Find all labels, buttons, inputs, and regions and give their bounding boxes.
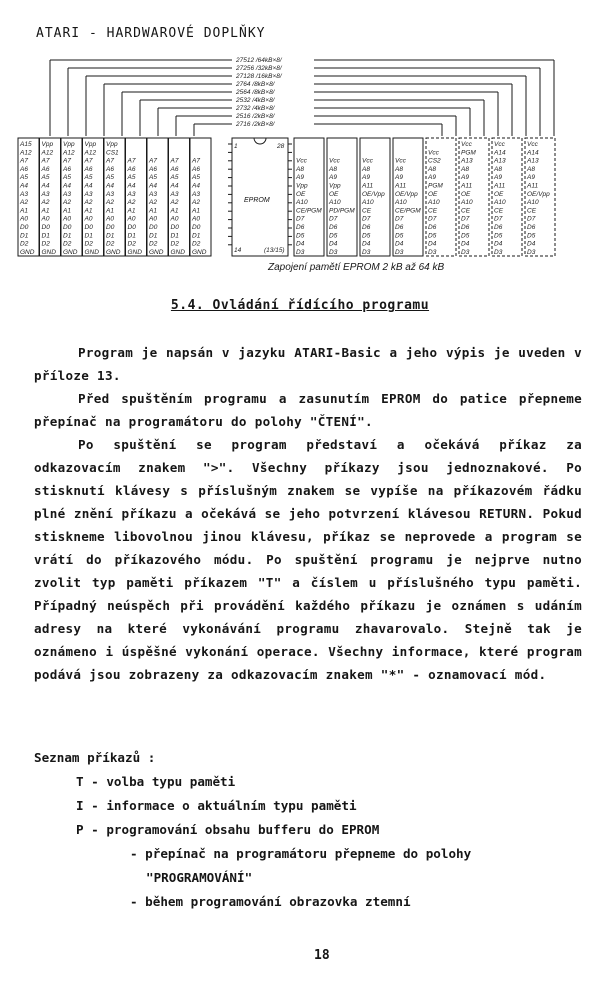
pin-label: A10 bbox=[395, 199, 407, 207]
pin-label: A6 bbox=[20, 165, 28, 173]
pin-label: A2 bbox=[192, 199, 200, 207]
paragraph-1: Program je napsán v jazyku ATARI-Basic a jeho výpis je uveden v příloze 13. bbox=[34, 345, 582, 383]
pin-label: A2 bbox=[149, 199, 157, 207]
pin-label: D4 bbox=[329, 240, 338, 248]
pin-label: A10 bbox=[527, 199, 539, 207]
pin-label: D2 bbox=[149, 240, 158, 248]
command-item-p: P - programování obsahu bufferu do EPROM bbox=[76, 822, 380, 837]
pin-label: A0 bbox=[84, 215, 93, 223]
eprom-type-label: 2516 /2kB×8/ bbox=[236, 113, 275, 120]
pin-label: A6 bbox=[41, 165, 50, 173]
pin-label: D5 bbox=[527, 232, 536, 240]
pin-label: A11 bbox=[362, 182, 374, 190]
pin-label: A1 bbox=[149, 207, 157, 215]
pin-label: D1 bbox=[170, 232, 179, 240]
command-subitem-switch: - přepínač na programátoru přepneme do polohy bbox=[130, 846, 472, 861]
pin-label: Vcc bbox=[494, 141, 505, 148]
command-item-t: T - volba typu paměti bbox=[76, 774, 236, 789]
pin-label: A5 bbox=[106, 174, 114, 182]
pin-label: A2 bbox=[106, 199, 114, 207]
page-number: 18 bbox=[314, 948, 330, 963]
pin-label: D0 bbox=[192, 224, 201, 231]
pin-label: A8 bbox=[329, 165, 337, 173]
pin-label: GND bbox=[192, 248, 207, 256]
pin-label: A3 bbox=[192, 190, 200, 198]
pin-label: OE bbox=[494, 190, 504, 198]
pin-14-label: 14 bbox=[234, 247, 242, 254]
pin-13-label: (13/15) bbox=[264, 247, 285, 254]
pin-label: A0 bbox=[106, 215, 114, 223]
pin-label: A5 bbox=[192, 174, 200, 182]
pin-label: A6 bbox=[84, 165, 93, 173]
pin-label: CS1 bbox=[106, 149, 119, 157]
pin-label: GND bbox=[170, 248, 185, 256]
pin-label: GND bbox=[20, 248, 35, 256]
pin-label: D2 bbox=[20, 240, 29, 248]
pin-label: A0 bbox=[20, 215, 28, 223]
pin-label: A10 bbox=[494, 199, 506, 207]
pin-label: A2 bbox=[20, 199, 28, 207]
pin-label: D6 bbox=[296, 224, 305, 231]
pin-label: A5 bbox=[170, 174, 179, 182]
pin-label: A6 bbox=[192, 165, 200, 173]
pin-label: A0 bbox=[41, 215, 50, 223]
pin-label: Vcc bbox=[428, 149, 439, 157]
pin-label: A1 bbox=[20, 207, 28, 215]
pin-label: Vcc bbox=[461, 141, 472, 148]
pin-label: OE/Vpp bbox=[395, 190, 418, 198]
pin-label: A11 bbox=[395, 182, 407, 190]
pin-label: A0 bbox=[149, 215, 157, 223]
pin-label: A13 bbox=[494, 157, 506, 165]
pin-label: D1 bbox=[20, 232, 29, 240]
pin-label: A10 bbox=[428, 199, 440, 207]
pin-label: A4 bbox=[41, 182, 50, 190]
pin-label: A1 bbox=[84, 207, 93, 215]
eprom-type-label: 27256 /32kB×8/ bbox=[236, 65, 282, 72]
pin-label: D3 bbox=[329, 248, 338, 256]
pin-label: A3 bbox=[63, 190, 71, 198]
pin-label: Vcc bbox=[329, 157, 340, 165]
pin-label: D5 bbox=[428, 232, 437, 240]
pin-label: A1 bbox=[170, 207, 179, 215]
pin-label: D6 bbox=[494, 224, 503, 231]
pin-label: A5 bbox=[41, 174, 50, 182]
running-header: ATARI - HARDWAROVÉ DOPLŇKY bbox=[36, 26, 266, 41]
pin-label: D1 bbox=[127, 232, 136, 240]
pin-label: D3 bbox=[362, 248, 371, 256]
pin-label: D3 bbox=[395, 248, 404, 256]
pin-label: A7 bbox=[20, 157, 28, 165]
pin-label: A8 bbox=[527, 165, 535, 173]
pin-label: A8 bbox=[296, 165, 304, 173]
pin-28-label: 28 bbox=[277, 143, 285, 150]
pin-label: D5 bbox=[461, 232, 470, 240]
pin-label: A7 bbox=[63, 157, 71, 165]
pin-label: D5 bbox=[329, 232, 338, 240]
pin-label: GND bbox=[84, 248, 99, 256]
pin-label: A4 bbox=[84, 182, 93, 190]
pin-label: A12 bbox=[63, 149, 75, 157]
pin-label: A4 bbox=[106, 182, 114, 190]
pin-label: A9 bbox=[428, 174, 436, 182]
pin-label: A0 bbox=[170, 215, 179, 223]
pin-label: D6 bbox=[395, 224, 404, 231]
pin-label: A4 bbox=[63, 182, 71, 190]
pin-label: D7 bbox=[527, 215, 536, 223]
pin-label: CS2 bbox=[428, 157, 441, 165]
pin-label: D7 bbox=[362, 215, 371, 223]
command-item-i: I - informace o aktuálním typu paměti bbox=[76, 798, 357, 813]
pin-label: A9 bbox=[527, 174, 535, 182]
pin-label: A1 bbox=[106, 207, 114, 215]
pin-label: Vpp bbox=[63, 141, 75, 148]
pin-label: OE bbox=[296, 190, 306, 198]
pin-label: D5 bbox=[296, 232, 305, 240]
pin-label: A6 bbox=[63, 165, 71, 173]
pin-label: D4 bbox=[362, 240, 371, 248]
eprom-type-label: 27128 /16kB×8/ bbox=[236, 73, 282, 80]
pin-label: A6 bbox=[106, 165, 114, 173]
pin-label: A10 bbox=[362, 199, 374, 207]
pin-label: GND bbox=[149, 248, 164, 256]
pin-label: A4 bbox=[192, 182, 200, 190]
pin-label: CE bbox=[362, 207, 372, 215]
pin-label: A4 bbox=[149, 182, 157, 190]
pin-label: D0 bbox=[149, 224, 158, 231]
pin-label: A9 bbox=[362, 174, 370, 182]
pin-label: A14 bbox=[527, 149, 539, 157]
pin-label: D2 bbox=[106, 240, 115, 248]
pin-label: D0 bbox=[63, 224, 72, 231]
pin-label: D1 bbox=[63, 232, 72, 240]
pin-label: GND bbox=[63, 248, 78, 256]
eprom-type-label: 2732 /4kB×8/ bbox=[236, 105, 275, 112]
pin-label: GND bbox=[106, 248, 121, 256]
pin-label: A11 bbox=[494, 182, 506, 190]
pin-label: A2 bbox=[127, 199, 136, 207]
pin-label: A9 bbox=[461, 174, 469, 182]
pin-label: CE/PGM bbox=[395, 207, 421, 215]
pin-label: A2 bbox=[63, 199, 71, 207]
eprom-type-label: 2564 /8kB×8/ bbox=[236, 89, 275, 96]
pin-label: CE bbox=[428, 207, 438, 215]
pin-label: Vpp bbox=[329, 182, 341, 190]
pin-label: D3 bbox=[461, 248, 470, 256]
pin-label: GND bbox=[127, 248, 142, 256]
pin-label: A3 bbox=[84, 190, 93, 198]
pin-label: A7 bbox=[84, 157, 93, 165]
pin-label: A9 bbox=[329, 174, 337, 182]
pin-label: D6 bbox=[461, 224, 470, 231]
pin-label: D3 bbox=[494, 248, 503, 256]
pin-label: D0 bbox=[127, 224, 136, 231]
pin-label: CE bbox=[494, 207, 504, 215]
pin-label: A5 bbox=[63, 174, 71, 182]
pin-label: A1 bbox=[41, 207, 50, 215]
pin-label: A0 bbox=[63, 215, 71, 223]
eprom-type-label: 2532 /4kB×8/ bbox=[236, 97, 275, 104]
pin-label: A4 bbox=[127, 182, 136, 190]
pin-label: D5 bbox=[362, 232, 371, 240]
eprom-type-label: 27512 /64kB×8/ bbox=[236, 57, 282, 64]
pin-label: D2 bbox=[192, 240, 201, 248]
pin-label: Vpp bbox=[106, 141, 118, 148]
pin-label: A15 bbox=[20, 141, 32, 148]
pin-label: PGM bbox=[461, 149, 476, 157]
pin-label: D7 bbox=[461, 215, 470, 223]
pin-label: D6 bbox=[329, 224, 338, 231]
pin-label: Vcc bbox=[527, 141, 538, 148]
pin-label: CE/PGM bbox=[296, 207, 322, 215]
pin-label: A3 bbox=[127, 190, 136, 198]
pin-label: D7 bbox=[428, 215, 437, 223]
pin-label: A12 bbox=[84, 149, 97, 157]
pin-label: D3 bbox=[428, 248, 437, 256]
pin-label: A7 bbox=[127, 157, 136, 165]
pin-label: A9 bbox=[494, 174, 502, 182]
pin-label: A13 bbox=[527, 157, 539, 165]
pin-label: A10 bbox=[296, 199, 308, 207]
pin-label: D3 bbox=[527, 248, 536, 256]
pin-label: D2 bbox=[127, 240, 136, 248]
pin-label: D6 bbox=[428, 224, 437, 231]
pin-label: D4 bbox=[395, 240, 404, 248]
pin-label: D4 bbox=[428, 240, 437, 248]
pin-label: A8 bbox=[461, 165, 469, 173]
pin-label: A3 bbox=[106, 190, 114, 198]
pin-1-label: 1 bbox=[234, 143, 238, 150]
pin-label: A7 bbox=[41, 157, 50, 165]
pin-label: D5 bbox=[494, 232, 503, 240]
pin-label: D2 bbox=[41, 240, 50, 248]
pin-label: A7 bbox=[170, 157, 179, 165]
pin-label: D3 bbox=[296, 248, 305, 256]
pin-label: A6 bbox=[127, 165, 136, 173]
pin-label: A3 bbox=[170, 190, 179, 198]
paragraph-2: Před spuštěním programu a zasunutím EPROM do patice přepneme přepínač na programátoru do polohy "ČTENÍ". bbox=[34, 391, 582, 429]
pin-label: D1 bbox=[84, 232, 93, 240]
pin-label: A9 bbox=[395, 174, 403, 182]
pin-label: A2 bbox=[84, 199, 93, 207]
pin-label: D2 bbox=[84, 240, 93, 248]
pin-label: A14 bbox=[494, 149, 506, 157]
pin-label: D7 bbox=[329, 215, 338, 223]
pin-label: A5 bbox=[84, 174, 93, 182]
pin-label: A8 bbox=[395, 165, 403, 173]
pin-label: OE/Vpp bbox=[362, 190, 385, 198]
pin-label: A10 bbox=[329, 199, 341, 207]
pin-label: OE/Vpp bbox=[527, 190, 550, 198]
pin-label: D0 bbox=[41, 224, 50, 231]
pin-label: PGM bbox=[428, 182, 443, 190]
pin-label: D6 bbox=[527, 224, 536, 231]
pin-label: D4 bbox=[527, 240, 536, 248]
pin-label: Vpp bbox=[296, 182, 308, 190]
eprom-type-label: 2716 /2kB×8/ bbox=[236, 121, 275, 128]
pin-label: D4 bbox=[461, 240, 470, 248]
pin-label: D0 bbox=[84, 224, 93, 231]
pin-label: A3 bbox=[20, 190, 28, 198]
pin-label: D7 bbox=[395, 215, 404, 223]
pin-label: A0 bbox=[192, 215, 200, 223]
pin-label: OE bbox=[329, 190, 339, 198]
pin-label: A3 bbox=[41, 190, 50, 198]
pin-label: GND bbox=[41, 248, 56, 256]
pin-label: A12 bbox=[20, 149, 32, 157]
pin-label: D7 bbox=[494, 215, 503, 223]
pin-label: A11 bbox=[461, 182, 473, 190]
pin-label: A7 bbox=[192, 157, 200, 165]
pin-label: D5 bbox=[395, 232, 404, 240]
chip-notch bbox=[254, 138, 266, 144]
pin-label: A1 bbox=[192, 207, 200, 215]
pin-label: D0 bbox=[20, 224, 29, 231]
pin-label: D1 bbox=[192, 232, 201, 240]
paragraph-3: Po spuštění se program představí a očekává příkaz za odkazovacím znakem ">". Všechny příkazy jsou jednoznakové. Po stisknutí klávesy s příslušným znakem se vypíše na příkazovém řádku plné znění příkazu a očekává se jeho potvrzení klávesou RETURN. Pokud stiskneme libovolnou jinou klávesu, příkaz se neprovede a program se vrátí do příkazového módu. Po spuštění programu je nejprve nutno zvolit typ paměti příkazem "T" a číslem u příslušného typu paměti. Případný neúspěch při provádění každého příkazu je oznámen s udáním adresy na které vykonávání programu zhavarovalo. Stejně tak je oznámeno i úspěšné vykonání operace. Všechny informace, které program podává jsou zobrazeny za odkazovacím znakem "*" - oznamovací mód. bbox=[34, 437, 582, 682]
pin-label: Vcc bbox=[362, 157, 373, 165]
pin-label: A6 bbox=[170, 165, 179, 173]
section-heading: 5.4. Ovládání řídícího programu bbox=[170, 298, 430, 313]
command-subitem-screen: - během programování obrazovka ztemní bbox=[130, 894, 411, 909]
eprom-type-label: 2764 /8kB×8/ bbox=[236, 81, 275, 88]
pin-label: D1 bbox=[41, 232, 50, 240]
pin-label: CE bbox=[461, 207, 471, 215]
eprom-chip-label: EPROM bbox=[244, 197, 270, 204]
figure-caption: Zapojení pamětí EPROM 2 kB až 64 kB bbox=[268, 262, 445, 273]
command-list-title: Seznam příkazů : bbox=[34, 750, 156, 765]
eprom-pinout-svg bbox=[14, 50, 586, 270]
pin-label: A0 bbox=[127, 215, 136, 223]
pin-label: A4 bbox=[170, 182, 179, 190]
pin-label: D6 bbox=[362, 224, 371, 231]
pin-label: OE bbox=[461, 190, 471, 198]
command-subitem-mode: "PROGRAMOVÁNÍ" bbox=[146, 870, 253, 885]
pin-label: D1 bbox=[149, 232, 158, 240]
pin-label: A1 bbox=[127, 207, 136, 215]
pin-label: D2 bbox=[170, 240, 179, 248]
pin-label: A3 bbox=[149, 190, 157, 198]
pin-label: A5 bbox=[149, 174, 157, 182]
pin-label: A10 bbox=[461, 199, 473, 207]
pin-label: A7 bbox=[149, 157, 157, 165]
pin-label: Vpp bbox=[41, 141, 54, 148]
pin-label: D4 bbox=[494, 240, 503, 248]
pin-label: A5 bbox=[20, 174, 28, 182]
pin-label: A5 bbox=[127, 174, 136, 182]
pin-label: A4 bbox=[20, 182, 28, 190]
pin-label: A1 bbox=[63, 207, 71, 215]
pin-label: A8 bbox=[494, 165, 502, 173]
pin-label: A11 bbox=[527, 182, 539, 190]
pin-label: A8 bbox=[362, 165, 370, 173]
pin-label: D7 bbox=[296, 215, 305, 223]
pin-label: A9 bbox=[296, 174, 304, 182]
pin-label: A12 bbox=[41, 149, 54, 157]
pin-label: D2 bbox=[63, 240, 72, 248]
pin-label: OE bbox=[428, 190, 438, 198]
pin-label: D0 bbox=[170, 224, 179, 231]
pin-label: Vpp bbox=[84, 141, 97, 148]
pin-label: A13 bbox=[461, 157, 473, 165]
pin-label: CE bbox=[527, 207, 537, 215]
pin-label: A8 bbox=[428, 165, 436, 173]
pin-label: A6 bbox=[149, 165, 157, 173]
pin-label: D0 bbox=[106, 224, 115, 231]
eprom-wiring-diagram bbox=[14, 50, 586, 270]
pin-label: D4 bbox=[296, 240, 305, 248]
pin-label: A2 bbox=[41, 199, 50, 207]
pin-label: Vcc bbox=[395, 157, 406, 165]
pin-label: D1 bbox=[106, 232, 115, 240]
pin-label: A7 bbox=[106, 157, 114, 165]
pin-label: Vcc bbox=[296, 157, 307, 165]
pin-label: A2 bbox=[170, 199, 179, 207]
pin-label: PD/PGM bbox=[329, 207, 355, 215]
